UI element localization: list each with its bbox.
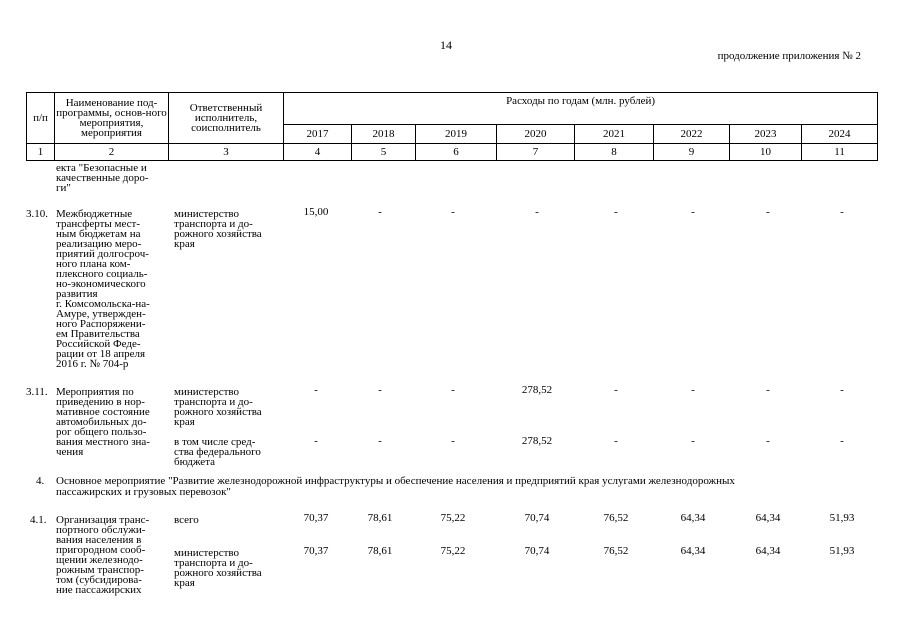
- header-executor: Ответственный исполнитель, соисполнитель: [169, 93, 284, 144]
- row-name: Мероприятия по приведению в нор- мативное состояние автомобильных до- рог общего пользо- вания местного зна- чения: [56, 386, 150, 458]
- index-row: [27, 144, 878, 161]
- index-cell: 5: [352, 144, 416, 161]
- row-executor-ministry: министерство транспорта и до- рожного хозяйства края: [174, 547, 262, 589]
- row-number: 4.: [36, 475, 45, 487]
- index-cell: 2: [55, 144, 169, 161]
- value-2023: -: [766, 384, 770, 396]
- value-2022: 64,34: [680, 512, 706, 524]
- index-cell: 1: [27, 144, 55, 161]
- row-executor-federal: в том числе сред- ства федерального бюджета: [174, 436, 261, 468]
- value-2020: 70,74: [524, 545, 550, 557]
- index-cell: 9: [654, 144, 730, 161]
- header-name: Наименование под-программы, основ-ного мероприятия, мероприятия: [55, 93, 169, 144]
- value-2017: -: [314, 435, 318, 447]
- header-pp: п/п: [27, 93, 55, 144]
- row-number: 4.1.: [30, 514, 47, 526]
- row-name: Межбюджетные трансферты мест- ным бюджетам на реализацию меро- приятий долгосроч- ного плана ком- плексного социаль- но-экономического развития г. Комсомольска-на- Амуре, утвержден- ного Распоряжени- ем Правительства Российской Феде- рации от 18 апреля 2016 г. № 704-р: [56, 208, 150, 370]
- value-2021: -: [614, 384, 618, 396]
- value-2018: -: [378, 384, 382, 396]
- row-name: Организация транс- портного обслужи- вания населения в пригородном сооб- щении железнодо- рожным транспор- том (субсидирова- ние пассажирских: [56, 514, 150, 596]
- continued-name: екта "Безопасные и качественные доро- ги": [56, 162, 149, 194]
- value-2018: 78,61: [367, 545, 393, 557]
- year-cell: 2018: [352, 125, 416, 144]
- value-2020: 278,52: [521, 435, 553, 447]
- value-2022: -: [691, 384, 695, 396]
- row-number: 3.10.: [26, 208, 48, 220]
- value-2024: 51,93: [829, 545, 855, 557]
- index-cell: 4: [284, 144, 352, 161]
- page-number: 14: [440, 38, 452, 52]
- year-cell: 2024: [802, 125, 878, 144]
- year-cell: 2021: [575, 125, 654, 144]
- index-cell: 6: [416, 144, 497, 161]
- year-cell: 2017: [284, 125, 352, 144]
- index-cell: 3: [169, 144, 284, 161]
- continuation-note: продолжение приложения № 2: [717, 50, 861, 62]
- index-cell: 7: [497, 144, 575, 161]
- value-2019: 75,22: [440, 512, 466, 524]
- value-2019: -: [451, 435, 455, 447]
- year-cell: 2020: [497, 125, 575, 144]
- value-2024: -: [840, 384, 844, 396]
- value-2023: -: [766, 435, 770, 447]
- value-2024: -: [840, 206, 844, 218]
- year-cell: 2023: [730, 125, 802, 144]
- value-2023: -: [766, 206, 770, 218]
- value-2017: -: [314, 384, 318, 396]
- value-2024: -: [840, 435, 844, 447]
- index-cell: 10: [730, 144, 802, 161]
- value-2017: 70,37: [303, 512, 329, 524]
- value-2022: -: [691, 435, 695, 447]
- value-2020: 278,52: [521, 384, 553, 396]
- value-2022: 64,34: [680, 545, 706, 557]
- value-2017: 15,00: [303, 206, 329, 218]
- value-2022: -: [691, 206, 695, 218]
- value-2023: 64,34: [755, 512, 781, 524]
- value-2017: 70,37: [303, 545, 329, 557]
- index-cell: 8: [575, 144, 654, 161]
- row-executor: министерство транспорта и до- рожного хозяйства края: [174, 208, 262, 250]
- value-2021: 76,52: [603, 512, 629, 524]
- year-cell: 2022: [654, 125, 730, 144]
- value-2018: -: [378, 435, 382, 447]
- header-expenses: Расходы по годам (млн. рублей): [284, 93, 878, 125]
- row-executor-total: всего: [174, 514, 199, 526]
- value-2020: -: [535, 206, 539, 218]
- value-2018: 78,61: [367, 512, 393, 524]
- value-2024: 51,93: [829, 512, 855, 524]
- value-2019: -: [451, 206, 455, 218]
- value-2021: 76,52: [603, 545, 629, 557]
- row-title-line1: Основное мероприятие "Развитие железнодорожной инфраструктуры и обеспечение населения и предприятий края услугами железнодорожных: [56, 475, 735, 487]
- value-2020: 70,74: [524, 512, 550, 524]
- row-title-line2: пассажирских и грузовых перевозок": [56, 486, 231, 498]
- value-2019: -: [451, 384, 455, 396]
- index-cell: 11: [802, 144, 878, 161]
- value-2021: -: [614, 435, 618, 447]
- value-2019: 75,22: [440, 545, 466, 557]
- value-2023: 64,34: [755, 545, 781, 557]
- value-2018: -: [378, 206, 382, 218]
- row-number: 3.11.: [26, 386, 48, 398]
- row-executor: министерство транспорта и до- рожного хозяйства края: [174, 386, 262, 428]
- table-header: [26, 92, 878, 161]
- year-cell: 2019: [416, 125, 497, 144]
- value-2021: -: [614, 206, 618, 218]
